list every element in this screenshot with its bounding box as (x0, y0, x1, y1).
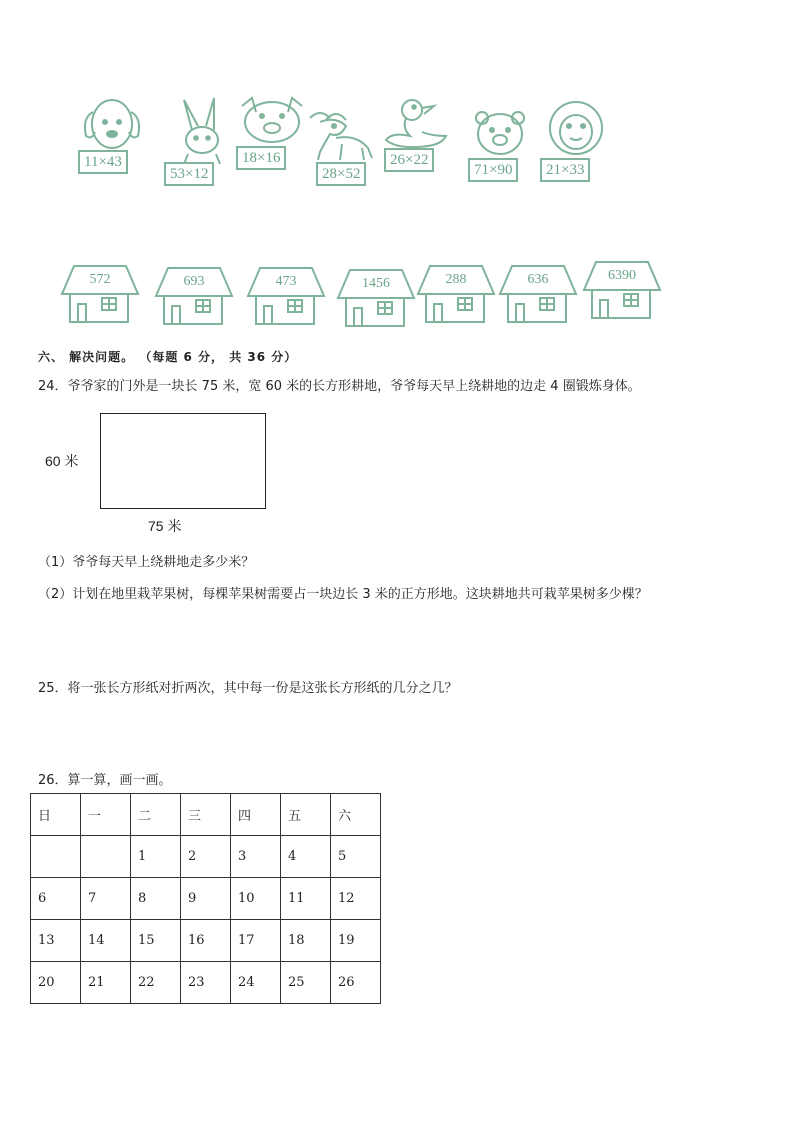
house-473 (246, 266, 326, 328)
calendar-cell: 25 (281, 962, 331, 1004)
calendar-cell: 14 (81, 920, 131, 962)
animal-pig (234, 96, 310, 186)
question-24-text: 24．爷爷家的门外是一块长 75 米，宽 60 米的长方形耕地，爷爷每天早上绕耕地的边走 4 圈锻炼身体。 (38, 379, 641, 394)
calendar-cell: 五 (281, 794, 331, 836)
question-24-sub1: （1）爷爷每天早上绕耕地走多少米？ (38, 555, 255, 570)
monkey-sign: 21×33 (540, 158, 590, 182)
house-number: 473 (275, 274, 297, 289)
house-number: 6390 (608, 268, 636, 283)
animal-duck (382, 96, 458, 186)
calendar-cell: 13 (31, 920, 81, 962)
house-693 (154, 266, 234, 328)
calendar-cell: 20 (31, 962, 81, 1004)
length-label: 75 米 (148, 518, 182, 534)
calendar-row (31, 836, 381, 878)
calendar-cell: 15 (131, 920, 181, 962)
farmland-rectangle (100, 413, 266, 509)
house-number: 693 (183, 274, 205, 289)
animal-goat (306, 104, 382, 194)
calendar-cell: 9 (181, 878, 231, 920)
section-heading: 六、 解决问题。 （每题 6 分， 共 36 分） (38, 350, 298, 364)
calendar-cell: 日 (31, 794, 81, 836)
house-1456 (336, 268, 416, 330)
bear-icon (464, 110, 540, 200)
calendar-row (31, 878, 381, 920)
calendar-cell: 17 (231, 920, 281, 962)
width-label: 60 米 (45, 453, 79, 469)
calendar-cell: 六 (331, 794, 381, 836)
calendar-cell: 二 (131, 794, 181, 836)
calendar-cell: 23 (181, 962, 231, 1004)
calendar-cell: 18 (281, 920, 331, 962)
calendar-cell: 22 (131, 962, 181, 1004)
calendar-cell: 11 (281, 878, 331, 920)
house-number: 288 (445, 272, 467, 287)
rabbit-sign: 53×12 (164, 162, 214, 186)
calendar-cell: 24 (231, 962, 281, 1004)
bear-sign: 71×90 (468, 158, 518, 182)
calendar-cell: 3 (231, 836, 281, 878)
question-24-sub2: （2）计划在地里栽苹果树，每棵苹果树需要占一块边长 3 米的正方形地。这块耕地共可栽苹果树多少棵？ (38, 587, 648, 602)
calendar-cell: 12 (331, 878, 381, 920)
calendar-cell: 26 (331, 962, 381, 1004)
house-572 (60, 264, 140, 326)
goat-sign: 28×52 (316, 162, 366, 186)
calendar-cell: 1 (131, 836, 181, 878)
calendar-cell: 7 (81, 878, 131, 920)
house-number: 572 (89, 272, 111, 287)
duck-icon (382, 96, 458, 186)
calendar-row (31, 920, 381, 962)
calendar-cell: 2 (181, 836, 231, 878)
calendar-cell: 8 (131, 878, 181, 920)
calendar-cell: 5 (331, 836, 381, 878)
calendar-cell: 6 (31, 878, 81, 920)
calendar-table (30, 793, 381, 1004)
question-26-text: 26．算一算，画一画。 (38, 773, 172, 788)
animal-monkey (538, 100, 614, 190)
house-number: 636 (527, 272, 549, 287)
pig-icon (234, 96, 310, 186)
calendar-cell: 三 (181, 794, 231, 836)
calendar-cell: 四 (231, 794, 281, 836)
animal-bear (464, 110, 540, 200)
calendar-cell: 19 (331, 920, 381, 962)
calendar-cell: 16 (181, 920, 231, 962)
calendar-cell: 一 (81, 794, 131, 836)
animal-rabbit (164, 96, 240, 186)
duck-sign: 26×22 (384, 148, 434, 172)
calendar-cell (81, 836, 131, 878)
calendar-cell (31, 836, 81, 878)
question-25-text: 25．将一张长方形纸对折两次，其中每一份是这张长方形纸的几分之几？ (38, 681, 458, 696)
pig-sign: 18×16 (236, 146, 286, 170)
house-6390 (582, 260, 662, 322)
animal-dog (74, 96, 150, 186)
house-288 (416, 264, 496, 326)
calendar-cell: 10 (231, 878, 281, 920)
calendar-cell: 21 (81, 962, 131, 1004)
calendar-header-row (31, 794, 381, 836)
dog-sign: 11×43 (78, 150, 128, 174)
calendar-cell: 4 (281, 836, 331, 878)
house-number: 1456 (362, 276, 390, 291)
calendar-row (31, 962, 381, 1004)
house-636 (498, 264, 578, 326)
